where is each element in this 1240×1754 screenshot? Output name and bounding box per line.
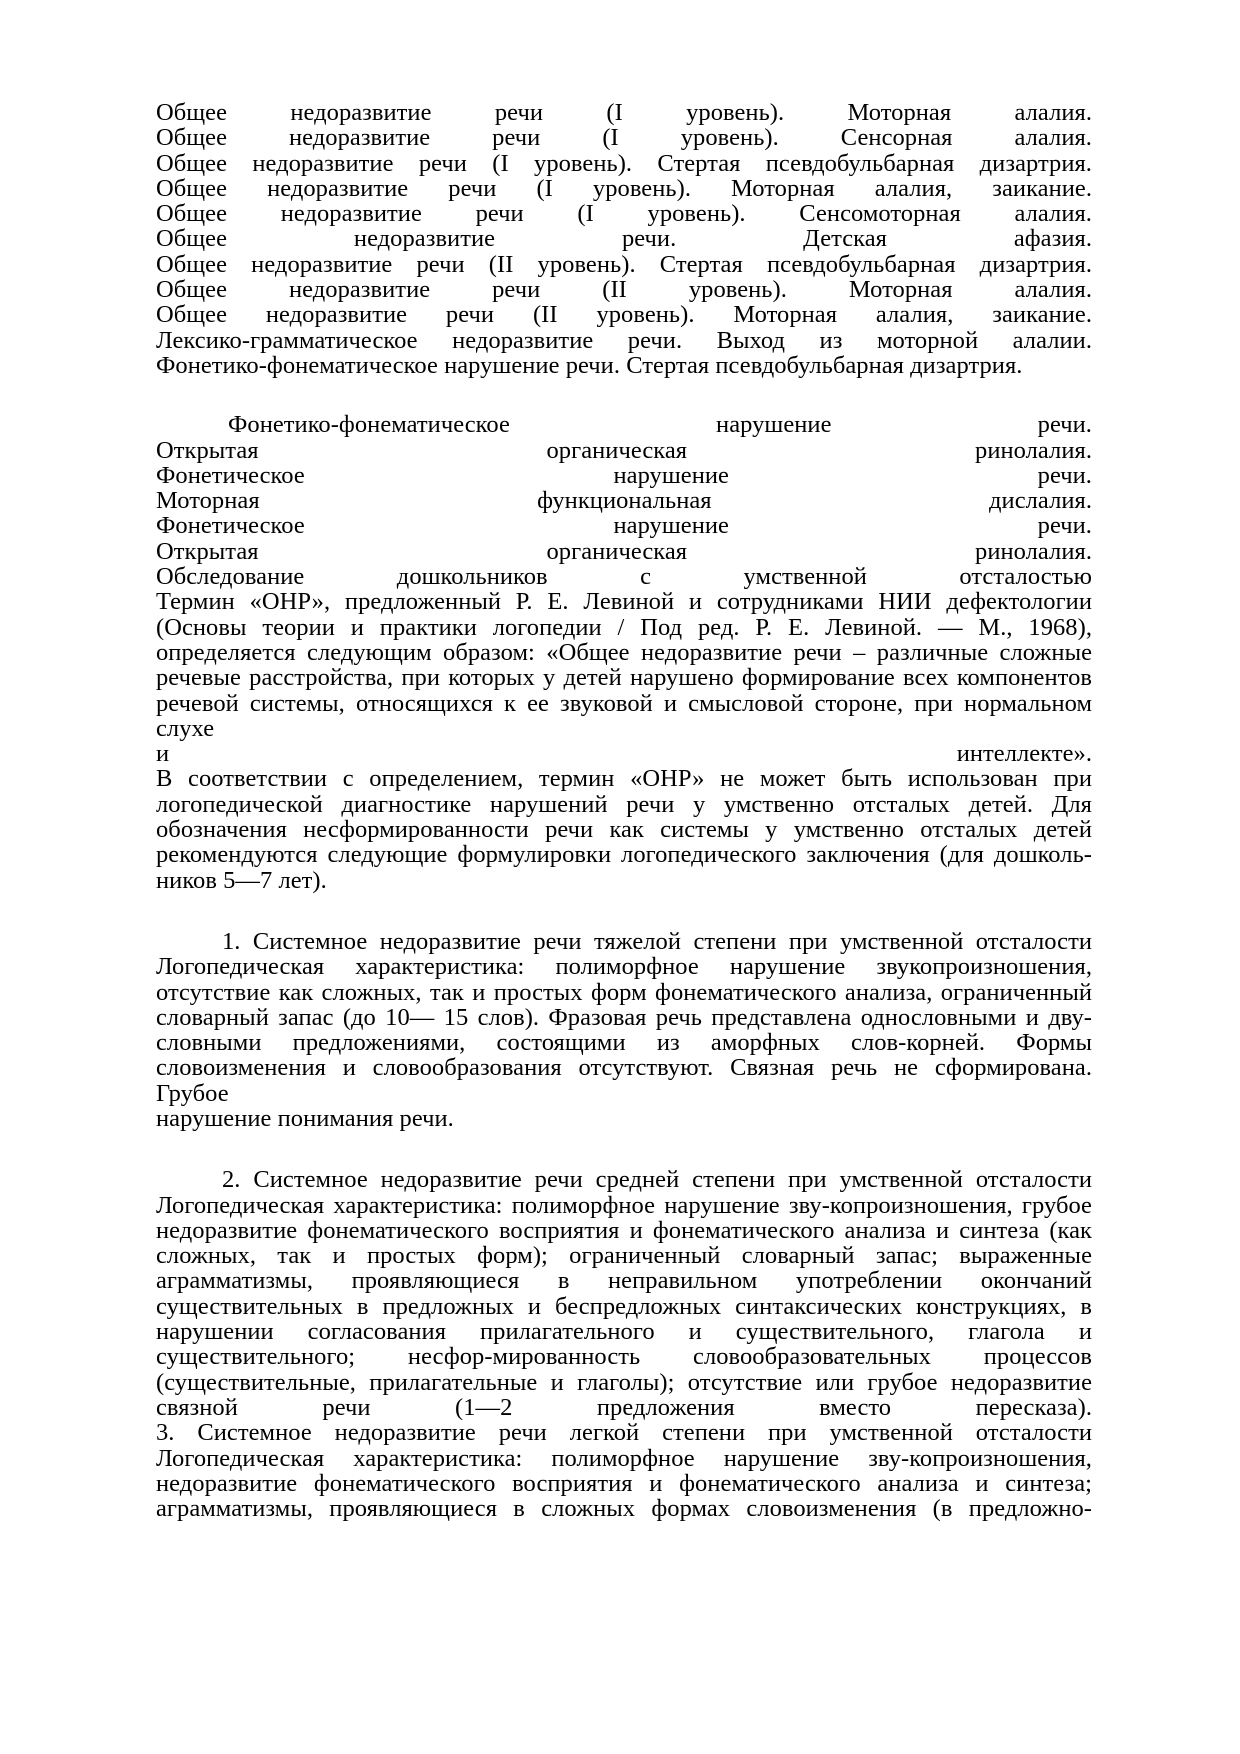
text-line: Фонетико-фонематическое нарушение речи. Стертая псевдобульбарная дизартрия. xyxy=(156,351,1023,379)
text-line: Общее недоразвитие речи (I уровень). Сенсомоторная алалия. xyxy=(156,200,1092,228)
text-line: отсутствие как сложных, так и простых форм фонематического анализа, ограниченный xyxy=(156,978,1092,1006)
text-line: рекомендуются следующие формулировки логопедического заключения (для дошколь- xyxy=(156,841,1092,869)
text-line: Фонетическое нарушение речи. xyxy=(156,512,1092,540)
conclusions-list-fonetiko xyxy=(156,412,1092,893)
text-line: Общее недоразвитие речи (II уровень). Моторная алалия, заикание. xyxy=(156,301,1092,329)
text-line: 1. Системное недоразвитие речи тяжелой степени при умственной отсталости xyxy=(222,927,1092,955)
text-line: 3. Системное недоразвитие речи легкой степени при умственной отсталости xyxy=(156,1419,1092,1447)
text-line: связной речи (1—2 предложения вместо пересказа). xyxy=(156,1393,1092,1421)
conclusions-list-onr xyxy=(156,100,1092,378)
text-line: 2. Системное недоразвитие речи средней степени при умственной отсталости xyxy=(222,1166,1092,1194)
text-line: словными предложениями, состоящими из аморфных слов-корней. Формы xyxy=(156,1029,1092,1057)
item-1-severe xyxy=(156,929,1092,1131)
text-line: Открытая органическая ринолалия. xyxy=(156,537,1092,565)
text-line: Моторная функциональная дислалия. xyxy=(156,487,1092,515)
text-line: Открытая органическая ринолалия. xyxy=(156,436,1092,464)
text-line: речевые расстройства, при которых у детей нарушено формирование всех компонентов xyxy=(156,664,1092,692)
text-line: Фонетико-фонематическое нарушение речи. xyxy=(228,411,1092,439)
text-line: (существительные, прилагательные и глаголы); отсутствие или грубое недоразвитие xyxy=(156,1368,1092,1396)
text-line: недоразвитие фонематического восприятия и фонематического анализа и синтеза (как xyxy=(156,1216,1092,1244)
text-line: ников 5—7 лет). xyxy=(156,866,327,894)
text-line: Общее недоразвитие речи (II уровень). Моторная алалия. xyxy=(156,276,1092,304)
text-line: Лексико-грамматическое недоразвитие речи. Выход из моторной алалии. xyxy=(156,326,1092,354)
text-line: нарушении согласования прилагательного и существительного, глагола и xyxy=(156,1318,1092,1346)
text-line: Общее недоразвитие речи (I уровень). Сенсорная алалия. xyxy=(156,124,1092,152)
document-body xyxy=(156,100,1092,1521)
text-line: В соответствии с определением, термин «ОНР» не может быть использован при xyxy=(156,765,1092,793)
text-line: Логопедическая характеристика: полиморфное нарушение зву-копроизношения, xyxy=(156,1444,1092,1472)
text-line: (Основы теории и практики логопедии / Под ред. Р. Е. Левиной. — М., 1968), xyxy=(156,613,1092,641)
text-line: и интеллекте». xyxy=(156,740,1092,768)
text-line: Общее недоразвитие речи. Детская афазия. xyxy=(156,225,1092,253)
text-line: Общее недоразвитие речи (I уровень). Моторная алалия, заикание. xyxy=(156,174,1092,202)
text-line: Логопедическая характеристика: полиморфное нарушение зву-копроизношения, грубое xyxy=(156,1191,1092,1219)
paragraph-spacer xyxy=(156,378,1092,412)
text-line: словоизменения и словообразования отсутствуют. Связная речь не сформирована. Грубое xyxy=(156,1054,1092,1107)
text-line: Общее недоразвитие речи (I уровень). Стертая псевдобульбарная дизартрия. xyxy=(156,149,1092,177)
text-line: нарушение понимания речи. xyxy=(156,1104,454,1132)
text-line: Общее недоразвитие речи (II уровень). Стертая псевдобульбарная дизартрия. xyxy=(156,250,1092,278)
item-2-moderate xyxy=(156,1167,1092,1521)
text-line: Фонетическое нарушение речи. xyxy=(156,461,1092,489)
paragraph-spacer xyxy=(156,1131,1092,1167)
text-line: сложных, так и простых форм); ограниченный словарный запас; выраженные xyxy=(156,1242,1092,1270)
text-line: Термин «ОНР», предложенный Р. Е. Левиной и сотрудниками НИИ дефектологии xyxy=(156,588,1092,616)
text-line: логопедической диагностике нарушений речи у умственно отсталых детей. Для xyxy=(156,790,1092,818)
text-line: обозначения несформированности речи как системы у умственно отсталых детей xyxy=(156,816,1092,844)
text-line: словарный запас (до 10— 15 слов). Фразовая речь представлена однословными и дву- xyxy=(156,1003,1092,1031)
paragraph-spacer xyxy=(156,893,1092,929)
text-line: Логопедическая характеристика: полиморфное нарушение звукопроизношения, xyxy=(156,953,1092,981)
text-line: речевой системы, относящихся к ее звуковой и смысловой стороне, при нормальном слухе xyxy=(156,689,1092,742)
text-line: существительных в предложных и беспредложных синтаксических конструкциях, в xyxy=(156,1292,1092,1320)
text-line: аграмматизмы, проявляющиеся в неправильном употреблении окончаний xyxy=(156,1267,1092,1295)
text-line: определяется следующим образом: «Общее недоразвитие речи – различные сложные xyxy=(156,638,1092,666)
text-line: недоразвитие фонематического восприятия и фонематического анализа и синтеза; xyxy=(156,1469,1092,1497)
text-line: Обследование дошкольников с умственной отсталостью xyxy=(156,563,1092,591)
text-line: аграмматизмы, проявляющиеся в сложных формах словоизменения (в предложно- xyxy=(156,1495,1092,1523)
text-line: существительного; несфор-мированность словообразовательных процессов xyxy=(156,1343,1092,1371)
text-line: Общее недоразвитие речи (I уровень). Моторная алалия. xyxy=(156,99,1092,126)
